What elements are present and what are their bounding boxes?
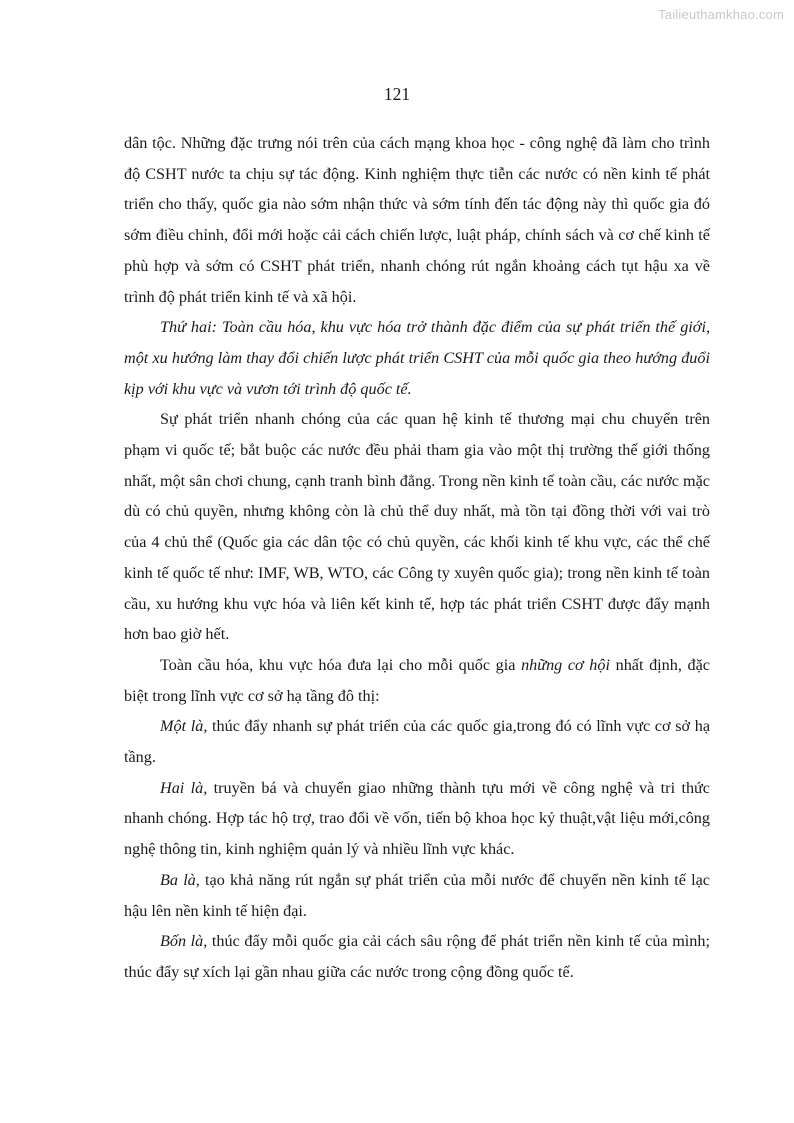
paragraph-7 [124, 865, 710, 926]
paragraph-text: tạo khả năng rút ngắn sự phát triển của mỗi nước để chuyển nền kinh tế lạc hậu lên nền kinh tế hiện đại. [124, 870, 710, 920]
paragraph-8 [124, 926, 710, 987]
paragraph-6 [124, 773, 710, 865]
watermark: Tailieuthamkhao.com [658, 7, 784, 22]
paragraph-text: truyền bá và chuyển giao những thành tựu mới về công nghệ và tri thức nhanh chóng. Hợp tác hộ trợ, trao đổi về vốn, tiến bộ khoa học kỷ thuật,vật liệu mới,công nghệ thông tin, kinh nghiệm quản lý và nhiều lĩnh vực khác. [124, 778, 710, 859]
paragraph-4 [124, 650, 710, 711]
paragraph-lead: Hai là, [160, 778, 208, 797]
paragraph-3 [124, 404, 710, 650]
document-body [124, 128, 710, 988]
paragraph-5 [124, 711, 710, 772]
paragraph-1 [124, 128, 710, 312]
paragraph-lead: Một là, [160, 717, 208, 736]
page-number: 121 [383, 84, 411, 104]
paragraph-text: Toàn cầu hóa, khu vực hóa đưa lại cho mỗi quốc gia [160, 655, 522, 674]
paragraph-lead: Ba là, [160, 870, 200, 889]
paragraph-emphasis: những cơ hội [521, 655, 610, 674]
paragraph-lead: Bốn là, [160, 932, 208, 951]
paragraph-text: thúc đẩy mỗi quốc gia cải cách sâu rộng để phát triển nền kinh tế của mình; thúc đẩy sự xích lại gần nhau giữa các nước trong cộng đồng quốc tế. [124, 932, 710, 981]
paragraph-2 [124, 312, 710, 404]
paragraph-text: dân tộc. Những đặc trưng nói trên của cách mạng khoa học - công nghệ đã làm cho trình độ CSHT nước ta chịu sự tác động. Kinh nghiệm thực tiễn các nước có nền kinh tế phát triển cho thấy, quốc gia nào sớm nhận thức và sớm tính đến tác động này thì quốc gia đó sớm điều chỉnh, đổi mới hoặc cải cách chiến lược, luật pháp, chính sách và cơ chế kinh tế phù hợp và sớm có CSHT phát triển, nhanh chóng rút ngắn khoảng cách tụt hậu xa về trình độ phát triển kinh tế và xã hội. [124, 134, 710, 306]
paragraph-text: Sự phát triển nhanh chóng của các quan hệ kinh tế thương mại chu chuyển trên phạm vi quốc tế; bắt buộc các nước đều phải tham gia vào một thị trường thế giới thống nhất, một sân chơi chung, cạnh tranh bình đẳng. Trong nền kinh tế toàn cầu, các nước mặc dù có chủ quyền, nhưng không còn là chủ thể duy nhất, mà tồn tại đồng thời với vai trò của 4 chủ thể (Quốc gia các dân tộc có chủ quyền, các khối kinh tế khu vực, các thể chế kinh tế quốc tế như: IMF, WB, WTO, các Công ty xuyên quốc gia); trong nền kinh tế toàn cầu, xu hướng khu vực hóa và liên kết kinh tế, hợp tác phát triển CSHT được đẩy mạnh hơn bao giờ hết. [124, 410, 710, 644]
paragraph-text: thúc đẩy nhanh sự phát triển của các quốc gia,trong đó có lĩnh vực cơ sở hạ tầng. [124, 717, 710, 767]
paragraph-italic-heading: Thứ hai: Toàn cầu hóa, khu vực hóa trở thành đặc điểm của sự phát triển thế giới, một xu hướng làm thay đổi chiến lược phát triển CSHT của mỗi quốc gia theo hướng đuổi kịp với khu vực và vươn tới trình độ quốc tế. [124, 318, 710, 398]
paragraph-text-tail: nhất định, đặc biệt trong lĩnh vực cơ sở hạ tầng đô thị: [124, 655, 710, 705]
